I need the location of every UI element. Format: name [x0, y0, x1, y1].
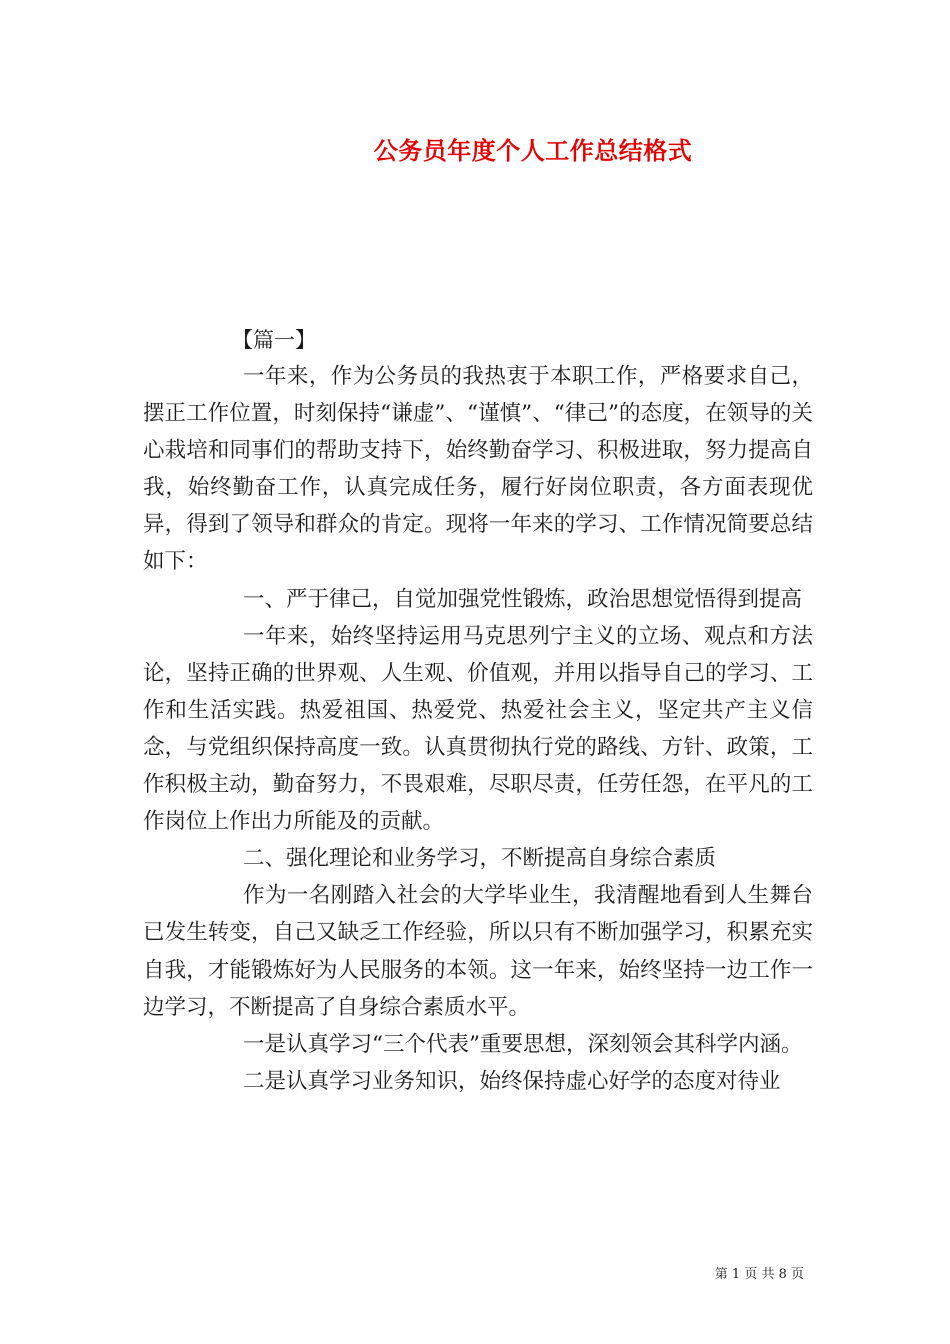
section-marker: 【篇一】 [232, 328, 316, 352]
heading-section-1: 一、严于律己，自觉加强党性锻炼，政治思想觉悟得到提高 [243, 586, 803, 612]
document-title: 公务员年度个人工作总结格式 [373, 136, 693, 165]
paragraph-intro: 一年来，作为公务员的我热衷于本职工作，严格要求自己，摆正工作位置，时刻保持“谦虚”、“谨慎”、“律己”的态度，在领导的关心栽培和同事们的帮助支持下，始终勤奋学习、积极进取，努力提高自我，始终勤奋工作，认真完成任务，履行好岗位职责，各方面表现优异，得到了领导和群众的肯定。现将一年来的学习、工作情况简要总结如下： [143, 364, 813, 575]
page-number-footer: 第 1 页 共 8 页 [714, 1267, 804, 1282]
paragraph-section-2: 作为一名刚踏入社会的大学毕业生，我清醒地看到人生舞台已发生转变，自己又缺乏工作经验，所以只有不断加强学习，积累充实自我，才能锻炼好为人民服务的本领。这一年来，始终坚持一边工作一边学习，不断提高了自身综合素质水平。 [143, 883, 813, 1020]
paragraph-section-1: 一年来，始终坚持运用马克思列宁主义的立场、观点和方法论，坚持正确的世界观、人生观、价值观，并用以指导自己的学习、工作和生活实践。热爱祖国、热爱党、热爱社会主义，坚定共产主义信念，与党组织保持高度一致。认真贯彻执行党的路线、方针、政策，工作积极主动，勤奋努力，不畏艰难，尽职尽责，任劳任怨，在平凡的工作岗位上作出力所能及的贡献。 [143, 623, 813, 835]
list-item-first: 一是认真学习“三个代表”重要思想，深刻领会其科学内涵。 [243, 1031, 803, 1057]
list-item-second: 二是认真学习业务知识，始终保持虚心好学的态度对待业 [243, 1068, 781, 1094]
document-body [143, 358, 813, 1100]
heading-section-2: 二、强化理论和业务学习，不断提高自身综合素质 [243, 846, 717, 872]
